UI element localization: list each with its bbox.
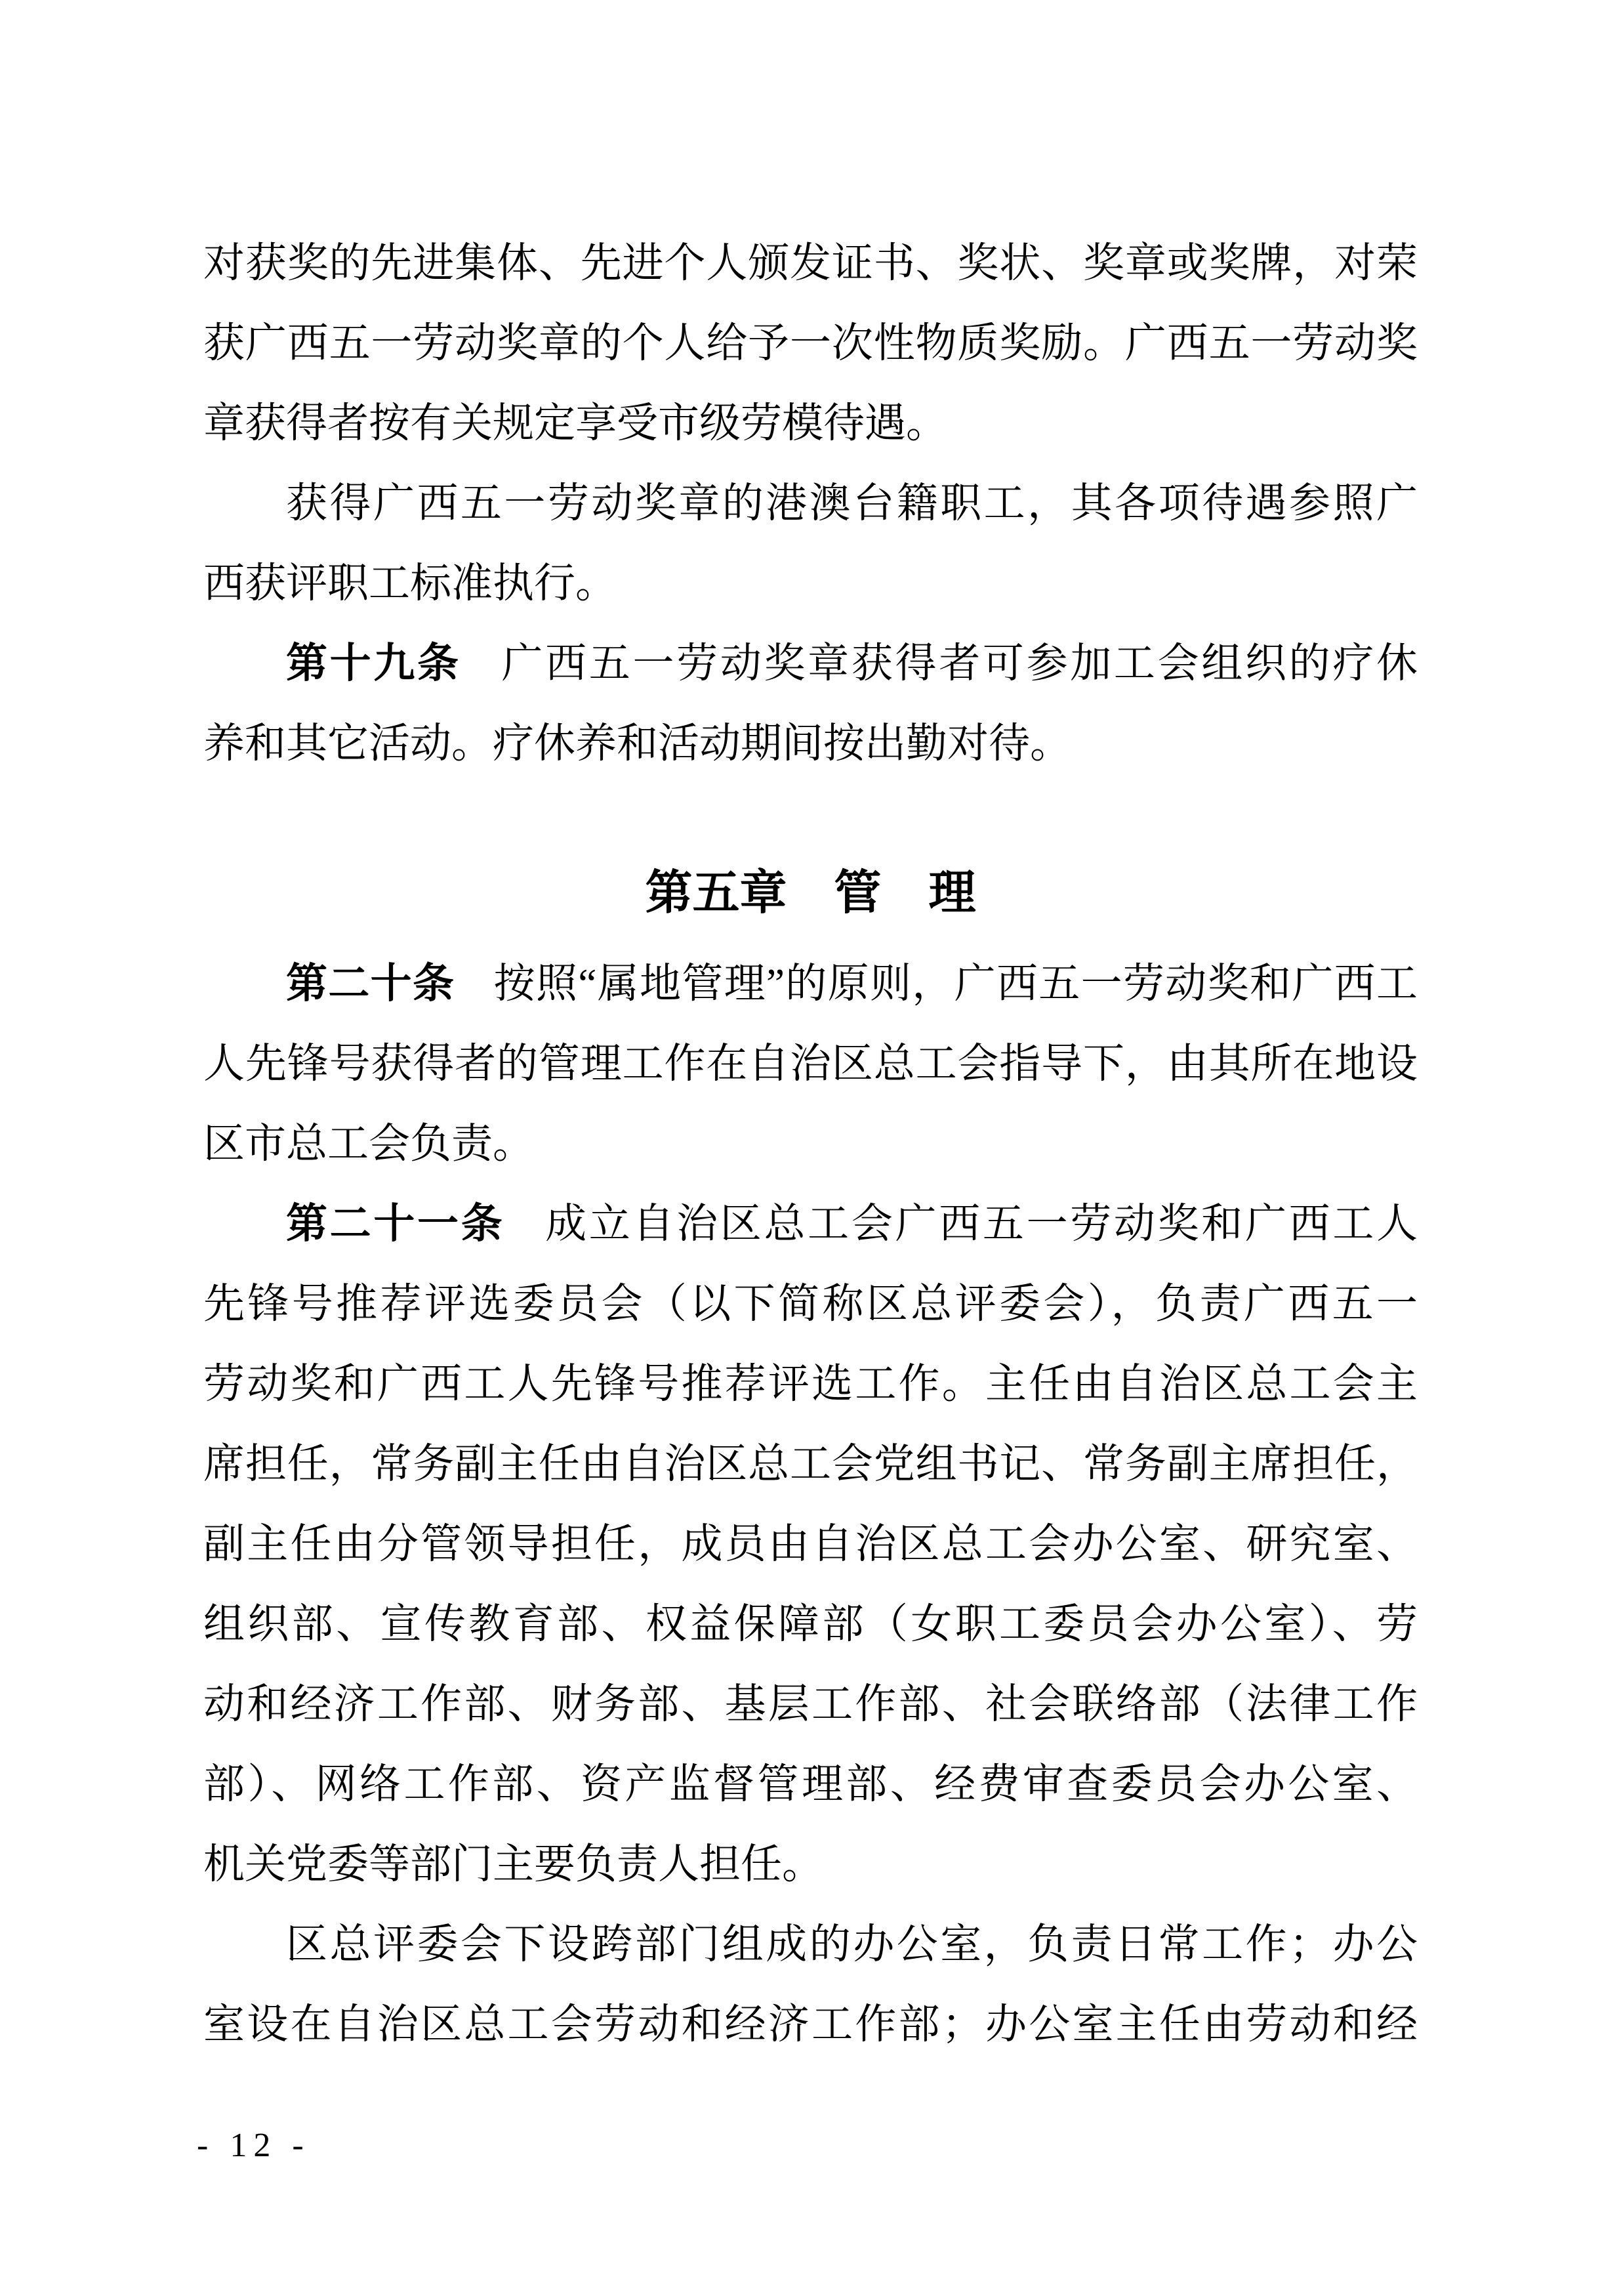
text-line: 劳动奖和广西工人先锋号推荐评选工作。主任由自治区总工会主 <box>203 1361 1418 1407</box>
text-line: 获得广西五一劳动奖章的港澳台籍职工，其各项待遇参照广 <box>286 480 1418 526</box>
text-line: 组织部、宣传教育部、权益保障部（女职工委员会办公室）、劳 <box>203 1601 1418 1647</box>
text-line: 机关党委等部门主要负责人担任。 <box>203 1841 823 1887</box>
text-line: 章获得者按有关规定享受市级劳模待遇。 <box>203 400 947 446</box>
article-number: 第二十一条 <box>286 1201 505 1247</box>
line-text: 按照“属地管理”的原则，广西五一劳动奖和广西工 <box>493 961 1418 1007</box>
line-text: 广西五一劳动奖章获得者可参加工会组织的疗休 <box>499 640 1418 686</box>
text-line <box>203 1184 1418 1264</box>
text-line: 席担任，常务副主任由自治区总工会党组书记、常务副主席担任， <box>203 1441 1418 1487</box>
text-line: 对获奖的先进集体、先进个人颁发证书、奖状、奖章或奖牌，对荣 <box>203 240 1418 286</box>
page-number: - 12 - <box>197 2127 310 2164</box>
text-line: 获广西五一劳动奖章的个人给予一次性物质奖励。广西五一劳动奖 <box>203 320 1418 366</box>
text-line: 养和其它活动。疗休养和活动期间按出勤对待。 <box>203 720 1071 766</box>
article-number: 第十九条 <box>286 640 461 686</box>
article-number: 第二十条 <box>286 961 455 1007</box>
text-line: 区总评委会下设跨部门组成的办公室，负责日常工作；办公 <box>286 1921 1418 1967</box>
document-body <box>203 223 1418 2064</box>
text-line: 先锋号推荐评选委员会（以下简称区总评委会），负责广西五一 <box>203 1281 1418 1327</box>
text-line: 人先锋号获得者的管理工作在自治区总工会指导下，由其所在地设 <box>203 1041 1418 1087</box>
chapter-heading: 第五章 管 理 <box>645 867 976 919</box>
text-line: 动和经济工作部、财务部、基层工作部、社会联络部（法律工作 <box>203 1681 1418 1727</box>
text-line: 副主任由分管领导担任，成员由自治区总工会办公室、研究室、 <box>203 1521 1418 1567</box>
text-line: 部）、网络工作部、资产监督管理部、经费审查委员会办公室、 <box>203 1761 1418 1807</box>
text-line: 区市总工会负责。 <box>203 1121 534 1167</box>
text-line <box>203 944 1418 1024</box>
line-text: 成立自治区总工会广西五一劳动奖和广西工人 <box>543 1201 1418 1247</box>
text-line <box>203 623 1418 703</box>
text-line: 西获评职工标准执行。 <box>203 560 617 606</box>
text-line: 室设在自治区总工会劳动和经济工作部；办公室主任由劳动和经 <box>203 2001 1418 2047</box>
